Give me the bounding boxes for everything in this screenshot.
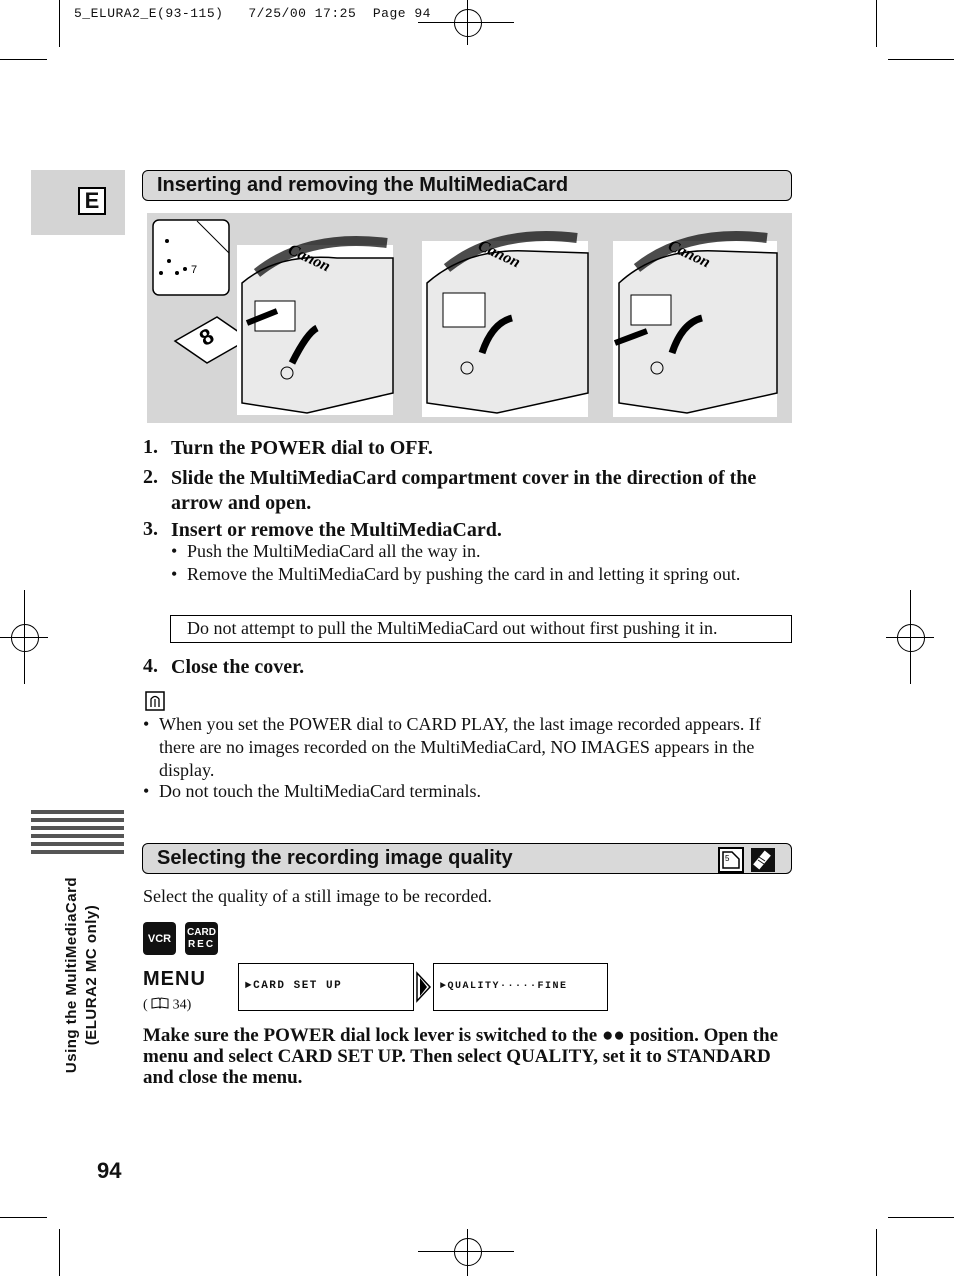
section-header-inserting — [142, 170, 792, 201]
card-label: 8 — [195, 323, 219, 351]
camcorder-1 — [237, 241, 393, 415]
svg-text:5: 5 — [725, 854, 730, 863]
menu-step-quality: ►QUALITY·····FINE — [433, 963, 608, 1011]
caution-box: Do not attempt to pull the MultiMediaCard out without first pushing it in. — [170, 615, 792, 643]
section-title: Selecting the recording image quality — [157, 847, 513, 869]
language-tab-letter: E — [78, 187, 106, 215]
book-icon — [151, 997, 169, 1014]
note-icon — [145, 691, 165, 711]
section-header-quality — [142, 843, 792, 874]
vcr-badge: VCR — [143, 922, 176, 955]
svg-text:7: 7 — [191, 264, 198, 276]
card-rec-badge: CARD REC — [185, 922, 218, 955]
card-mode-icon — [718, 847, 744, 873]
quality-instruction: Make sure the POWER dial lock lever is switched to the ●● position. Open the menu and select CARD SET UP. Then select QUALITY, set it to STANDARD and close the menu. — [143, 1025, 778, 1088]
svg-text:Canon: Canon — [665, 237, 713, 272]
menu-label: MENU — [143, 968, 206, 990]
menu-step-card-setup: ►CARD SET UP — [238, 963, 414, 1011]
camcorder-3 — [613, 236, 777, 417]
section-title: Inserting and removing the MultiMediaCard — [157, 174, 569, 196]
menu-next-arrow-icon — [416, 970, 432, 1004]
quality-intro: Select the quality of a still image to be recorded. — [143, 886, 492, 906]
lock-detail-inset — [153, 220, 229, 295]
svg-text:Canon: Canon — [475, 237, 523, 272]
side-section-label: Using the MultiMediaCard (ELURA2 MC only) — [63, 876, 100, 1074]
camcorder-2 — [422, 236, 588, 417]
page-number: 94 — [97, 1158, 122, 1183]
camcorder-illustration — [147, 213, 792, 423]
svg-text:Canon: Canon — [285, 241, 333, 276]
menu-page-ref: ( 34) — [143, 997, 192, 1013]
remote-icon — [750, 847, 776, 873]
print-header: 5_ELURA2_E(93-115) 7/25/00 17:25 Page 94 — [74, 6, 431, 21]
